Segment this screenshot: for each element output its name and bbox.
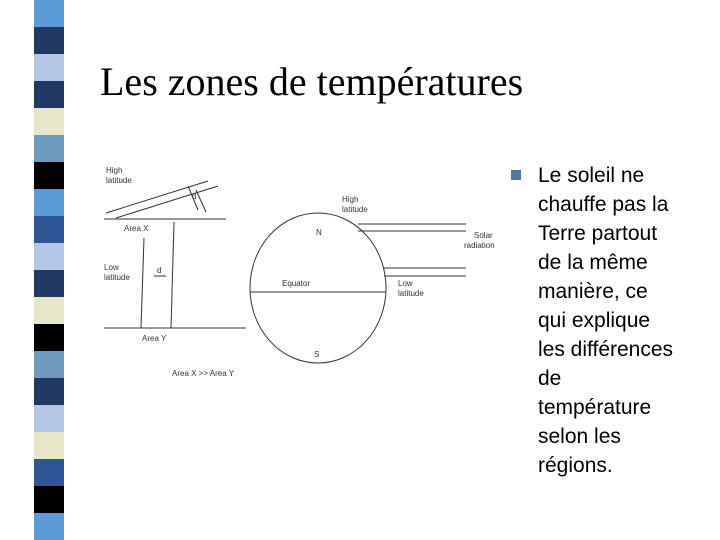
body-line: de la même (538, 251, 648, 274)
body-line: régions. (538, 454, 613, 477)
body-line: manière, ce (538, 280, 648, 303)
distance-d-mid: d (157, 266, 162, 275)
stripe-cell (34, 324, 64, 351)
stripe-cell (34, 351, 64, 378)
area-x-label: Area X (124, 224, 149, 233)
stripe-cell (34, 27, 64, 54)
high-latitude-label: High (106, 166, 123, 175)
south-label: S (314, 350, 320, 359)
distance-d-top: d (192, 192, 197, 201)
slide-body-text (538, 161, 708, 480)
body-line: de (538, 367, 562, 390)
decorative-stripe (0, 0, 64, 540)
stripe-cell (34, 135, 64, 162)
stripe-cell (34, 432, 64, 459)
stripe-cell (34, 486, 64, 513)
bullet-square-icon (511, 170, 521, 180)
globe-low-latitude-label: Low (398, 279, 413, 288)
stripe-cell (34, 216, 64, 243)
low-latitude-label-2: latitude (104, 273, 130, 282)
stripe-cell (34, 405, 64, 432)
sun-angle-diagram (96, 158, 496, 390)
high-latitude-label-2: latitude (106, 176, 132, 185)
body-line: les différences (538, 338, 674, 361)
solar-radiation-label-2: radiation (464, 241, 495, 250)
stripe-cell (34, 189, 64, 216)
area-comparison-label: Area X >> Area Y (172, 369, 235, 378)
stripe-cell (34, 81, 64, 108)
body-line: Terre partout (538, 222, 658, 245)
stripe-cell (34, 459, 64, 486)
area-y-label: Area Y (142, 334, 167, 343)
stripe-cell (34, 108, 64, 135)
stripe-cell (34, 54, 64, 81)
globe-high-latitude-label-2: latitude (342, 205, 368, 214)
solar-radiation-label: Solar (474, 231, 493, 240)
equator-label: Equator (282, 279, 311, 288)
stripe-cell (34, 297, 64, 324)
north-label: N (316, 228, 322, 237)
stripe-cell (34, 243, 64, 270)
slide-title: Les zones de températures (100, 59, 524, 104)
stripe-cell (34, 0, 64, 27)
stripe-cell (34, 378, 64, 405)
globe-high-latitude-label: High (342, 195, 359, 204)
stripe-cell (34, 270, 64, 297)
stripe-cell (34, 162, 64, 189)
body-line: qui explique (538, 309, 651, 332)
body-line: chauffe pas la (538, 193, 669, 216)
body-line: température (538, 396, 652, 419)
body-line: selon les (538, 425, 621, 448)
body-line: Le soleil ne (538, 164, 645, 187)
stripe-cell (34, 513, 64, 540)
low-latitude-label: Low (104, 263, 119, 272)
globe-low-latitude-label-2: latitude (398, 289, 424, 298)
